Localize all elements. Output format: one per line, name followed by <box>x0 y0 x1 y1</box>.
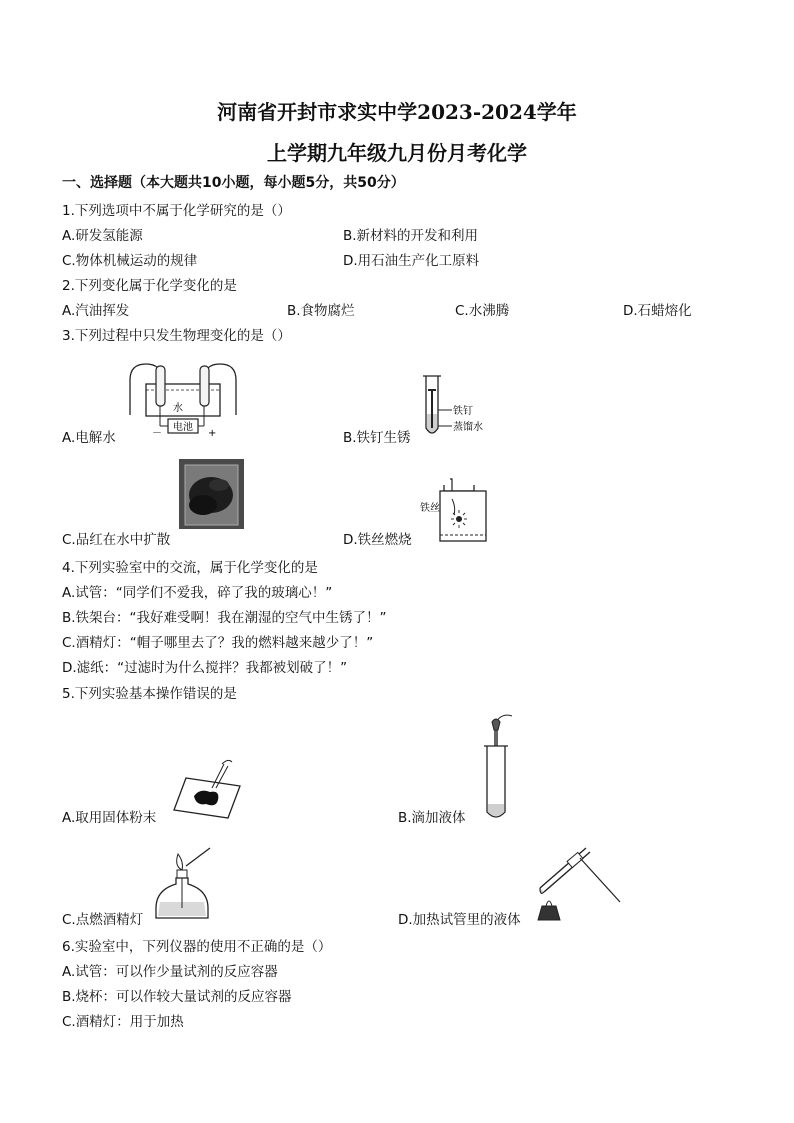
q5-option-a: A.取用固体粉末 <box>62 810 157 826</box>
q3-option-b: B.铁钉生锈 <box>343 430 411 446</box>
q5-option-c: C.点燃酒精灯 <box>62 912 144 928</box>
distilled-water-label: 蒸馏水 <box>453 422 483 433</box>
page-title-line2: 上学期九年级九月份月考化学 <box>267 141 527 165</box>
plus-sign: + <box>208 428 217 439</box>
q1-option-c: C.物体机械运动的规律 <box>62 253 198 269</box>
nail-label: 铁钉 <box>453 406 473 417</box>
minus-sign: － <box>152 428 162 439</box>
page-title-line1: 河南省开封市求实中学2023-2024学年 <box>217 100 577 124</box>
electrolysis-figure <box>128 360 238 440</box>
section-header: 一、选择题（本大题共10小题，每小题5分，共50分） <box>62 175 405 191</box>
q5-option-b: B.滴加液体 <box>398 810 466 826</box>
q1-option-b: B.新材料的开发和利用 <box>343 228 479 244</box>
iron-wire-label: 铁丝 <box>420 503 440 514</box>
magenta-diffusion-photo <box>179 459 244 529</box>
q2-option-c: C.水沸腾 <box>455 303 510 319</box>
q3-option-c: C.品红在水中扩散 <box>62 532 171 548</box>
alcohol-lamp-figure <box>152 848 214 922</box>
heating-test-tube-figure <box>534 842 624 922</box>
solid-powder-figure <box>172 758 242 820</box>
battery-label: 电池 <box>173 422 193 433</box>
q4-option-d: D.滤纸：“过滤时为什么搅拌？我都被划破了！” <box>62 660 348 676</box>
q4-option-a: A.试管：“同学们不爱我，碎了我的玻璃心！” <box>62 585 333 601</box>
q2-option-a: A.汽油挥发 <box>62 303 130 319</box>
q1-option-d: D.用石油生产化工原料 <box>343 253 480 269</box>
q2-option-b: B.食物腐烂 <box>287 303 355 319</box>
dropper-figure <box>478 712 518 824</box>
nail-test-tube-figure <box>418 372 508 442</box>
q6-option-a: A.试管：可以作少量试剂的反应容器 <box>62 964 278 980</box>
q3-stem: 3.下列过程中只发生物理变化的是（） <box>62 328 291 344</box>
q5-stem: 5.下列实验基本操作错误的是 <box>62 686 237 702</box>
q4-option-b: B.铁架台：“我好难受啊！我在潮湿的空气中生锈了！” <box>62 610 387 626</box>
q4-option-c: C.酒精灯：“帽子哪里去了？我的燃料越来越少了！” <box>62 635 374 651</box>
water-label: 水 <box>173 403 183 414</box>
q2-stem: 2.下列变化属于化学变化的是 <box>62 278 237 294</box>
q4-stem: 4.下列实验室中的交流，属于化学变化的是 <box>62 560 318 576</box>
q3-option-a: A.电解水 <box>62 430 116 446</box>
iron-wire-burning-figure <box>418 477 498 543</box>
q1-stem: 1.下列选项中不属于化学研究的是（） <box>62 203 291 219</box>
q5-option-d: D.加热试管里的液体 <box>398 912 521 928</box>
q6-option-b: B.烧杯：可以作较大量试剂的反应容器 <box>62 989 292 1005</box>
q6-option-c: C.酒精灯：用于加热 <box>62 1014 184 1030</box>
q2-option-d: D.石蜡熔化 <box>623 303 692 319</box>
q1-option-a: A.研发氢能源 <box>62 228 143 244</box>
q3-option-d: D.铁丝燃烧 <box>343 532 412 548</box>
q6-stem: 6.实验室中，下列仪器的使用不正确的是（） <box>62 939 332 955</box>
